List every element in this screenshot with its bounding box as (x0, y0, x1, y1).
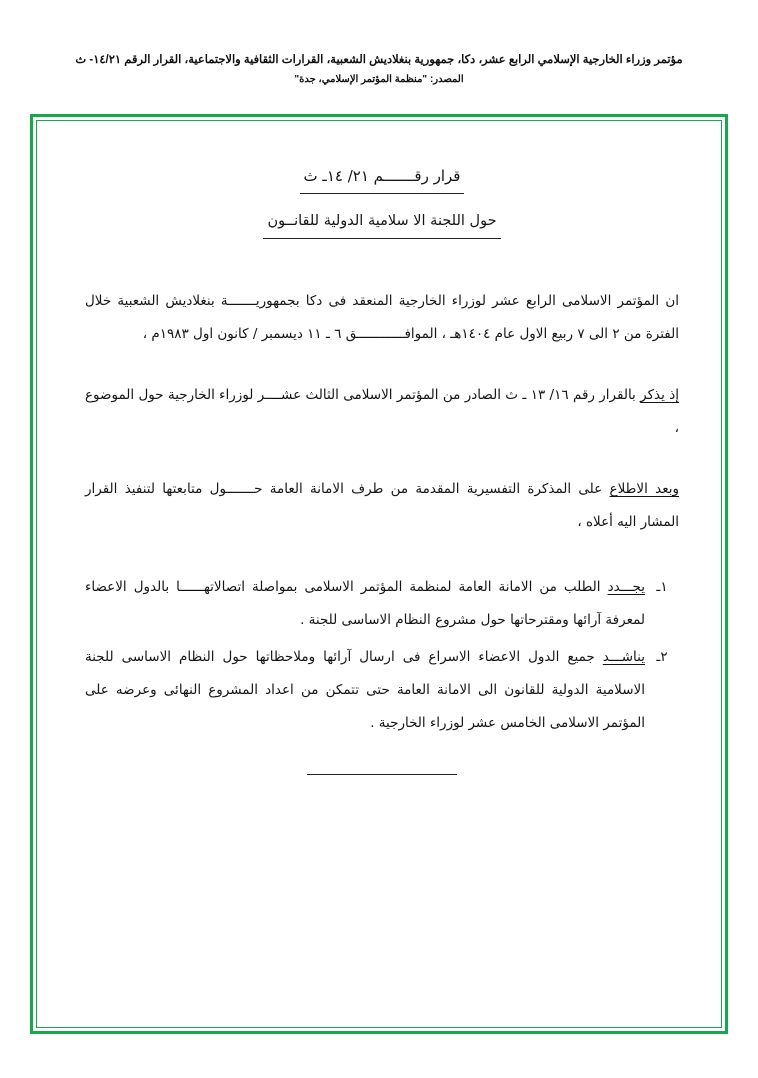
document-header (0, 52, 758, 85)
paragraph-recalling-lead: إذ يذكر (640, 387, 680, 403)
clause-number: ٢ـ (656, 649, 668, 665)
paragraph-having-considered (85, 473, 679, 539)
clause-lead: يجـــدد (607, 579, 646, 595)
clause-body (85, 571, 645, 637)
resolution-subject: حول اللجنة الا سلامية الدولية للقانــون (263, 206, 500, 239)
paragraph-having-considered-text: على المذكرة التفسيرية المقدمة من طرف الامانة العامة حـــــــول متابعتها لتنفيذ القرار المشار اليه أعلاه ، (85, 481, 679, 530)
clause-text: الطلب من الامانة العامة لمنظمة المؤتمر الاسلامى بمواصلة اتصالاتهــــــا بالدول الاعضاء لمعرفة آرائها ومقترحاتها حول مشروع النظام الاساسى للجنة . (85, 579, 645, 628)
paragraph-recalling-text: بالقرار رقم ١٦/ ١٣ ـ ث الصادر من المؤتمر الاسلامى الثالث عشــــر لوزراء الخارجية حول الموضوع ، (85, 387, 679, 436)
resolution-number: قرار رقـــــــم ٢١/ ١٤ـ ث (300, 161, 465, 194)
clause-item (85, 641, 679, 740)
resolution-title-block (33, 161, 731, 239)
operative-clauses (85, 571, 679, 740)
clause-lead: يناشـــد (602, 649, 645, 665)
page-frame (30, 114, 728, 1034)
paragraph-recalling (85, 379, 679, 445)
clause-item (85, 571, 679, 637)
paragraph-preamble-text: ان المؤتمر الاسلامى الرابع عشر لوزراء الخارجية المنعقد فى دكا بجمهوريـــــــة بنغلاديش الشعبية خلال الفترة من ٢ الى ٧ ربيع الاول عام ١٤٠٤هـ ، الموافــــــــــــق ٦ ـ ١١ ديسمبر / كانون اول ١٩٨٣م ، (85, 293, 679, 342)
clause-body (85, 641, 645, 740)
clause-text: جميع الدول الاعضاء الاسراع فى ارسال آرائها وملاحظاتها حول النظام الاساسى للجنة الاسلامية الدولية للقانون الى الامانة العامة حتى تتمكن من اعداد المشروع النهائى وعرضه على المؤتمر الاسلامى الخامس عشر لوزراء الخارجية . (85, 649, 645, 731)
paragraph-having-considered-lead: وبعد الاطلاع (609, 481, 679, 497)
end-rule-divider (307, 774, 457, 775)
paragraph-preamble (85, 285, 679, 351)
header-source-line: المصدر: "منظمة المؤتمر الإسلامي، جدة" (294, 74, 464, 85)
clause-number: ١ـ (656, 579, 668, 595)
document-body (33, 117, 731, 1037)
header-title-line: مؤتمر وزراء الخارجية الإسلامي الرابع عشر، دكا، جمهورية بنغلاديش الشعبية، القرارات الثقافية والاجتماعية، القرار الرقم ١٤/٢١- ث (75, 54, 683, 66)
